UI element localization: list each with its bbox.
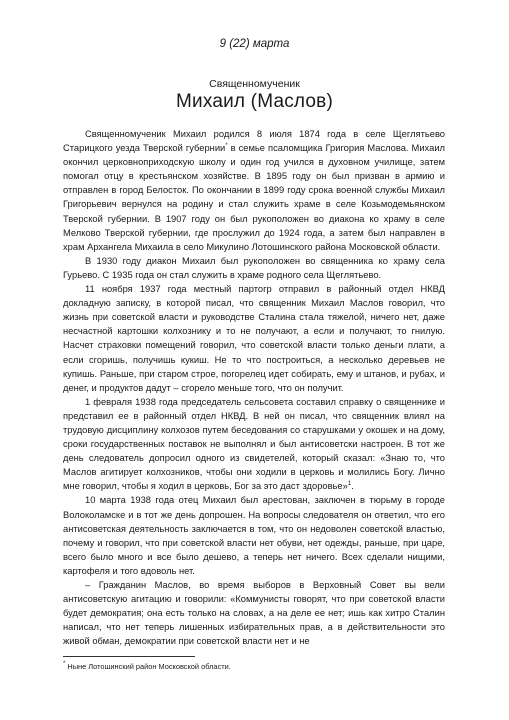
paragraph-6: – Гражданин Маслов, во время выборов в Верховный Совет вы вели антисоветскую агитацию и говорили: «Коммунисты говорят, что при советской власти будет демократия; она есть только на словах, а на деле ее нет; ишь как хитро Сталин написал, что нет теперь лишенных избирательных прав, а в действительности это живой обман, демократии при советской власти нет и не	[63, 580, 445, 647]
endnote-marker: 1	[347, 481, 352, 488]
saint-name: Михаил (Маслов)	[176, 91, 333, 112]
paragraph-1	[63, 127, 445, 254]
paragraph-4	[63, 395, 445, 494]
paragraph-2: В 1930 году диакон Михаил был рукоположен во священника ко храму села Гурьево. С 1935 года он стал служить в храме родного села Щеглятьево.	[63, 255, 445, 280]
footnote-marker: *	[225, 143, 228, 150]
feast-date: 9 (22) марта	[219, 38, 290, 50]
footnote-divider	[63, 656, 195, 657]
paragraph-4-text-a: 1 февраля 1938 года председатель сельсовета составил справку о священнике и представил ее в районный отдел НКВД. В ней он писал, что священник влиял на трудовую дисциплину колхозов путем беседования со старушками у окошек и на дому, сроки государственных поставок не выполнял и был антисоветски настроен. В тот же день следователь допросил одного из свидетелей, который сказал: «Знаю то, что Маслов агитирует колхозников, чтобы они ходили в церковь и молились Богу. Лично мне говорил, чтобы я ходил в церковь, Бог за это даст здоровье»	[63, 396, 445, 492]
biography-text	[63, 127, 445, 648]
footnote-mark: *	[63, 661, 66, 667]
paragraph-1-text-a: Священномученик Михаил родился 8 июля 1874 года в селе Щеглятьево Старицкого уезда Тверской губернии	[63, 129, 445, 154]
saint-rank: Священномученик	[209, 78, 300, 90]
paragraph-3: 11 ноября 1937 года местный партогр отправил в районный отдел НКВД докладную записку, в которой писал, что священник Михаил Маслов говорил, что жизнь при советской власти и руководстве Сталина стала тяжелой, ничего нет, даже несчастной картошки колхознику и то не получают, а если и получают, то гнилую. Насчет страховки помещений говорил, что советской власти только деньги плати, а если сгоришь, получишь кукиш. Не то что построиться, а несколько деревьев не купишь. Раньше, при старом строе, погорелец идет собирать, ему и штанов, и рубах, и денег, и продуктов дадут – сгорело меньше того, что он получит.	[63, 284, 445, 393]
paragraph-1-text-b: в семье псаломщика Григория Маслова. Михаил окончил церковноприходскую школу и один год учился в духовном училище, затем помогал отцу в крестьянском хозяйстве. В 1895 году он был призван в армию и отправлен в город Белосток. По окончании в 1899 году срока военной службы Михаил Григорьевич вернулся на родину и стал служить храме в селе Козьмодемьянском Тверской губернии. В 1907 году он был рукоположен во диакона ко храму в селе Мелково Тверской губернии, где прослужил до 1924 года, а затем был направлен в храм Архангела Михаила в село Микулино Лотошинского района Московской области.	[63, 143, 445, 252]
footnote	[63, 662, 445, 672]
paragraph-5: 10 марта 1938 года отец Михаил был арестован, заключен в тюрьму в городе Волоколамске и в тот же день допрошен. На вопросы следователя он ответил, что его антисоветская деятельность заключается в том, что он недоволен советской властью, почему и говорил, что при советской власти нет обуви, нет одежды, раньше, при царе, всего было много и все было дешево, а теперь нет ничего. Всех сделали нищими, картофеля и того вдоволь нет.	[63, 495, 445, 576]
footnote-text: Ныне Лотошинский район Московской области.	[65, 662, 231, 671]
paragraph-4-text-b: .	[351, 481, 354, 492]
